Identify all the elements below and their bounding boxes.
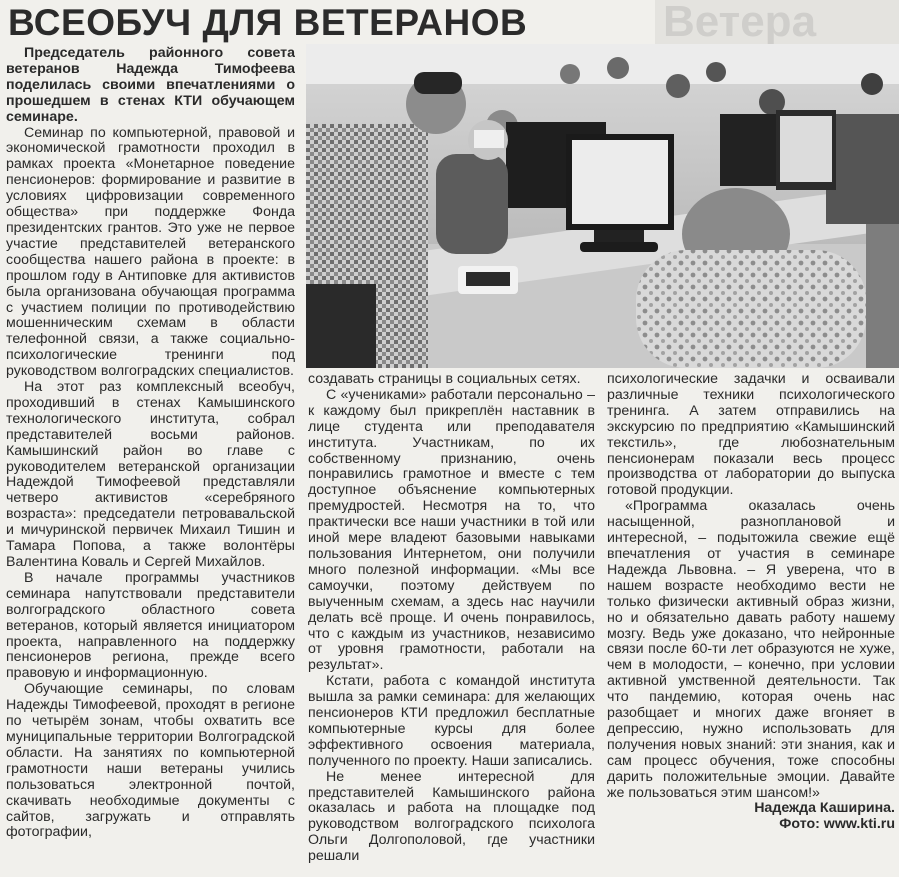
photo-credit: Фото: www.kti.ru — [779, 816, 895, 833]
paragraph-continued: психологические задачки и осваивали различные техники психологического тренинга. А затем отправились на экскурсию по предприятию «Камышинский текстиль», где любознательным пенсионерам показали весь процесс производства от лаборатории до выпуска готовой продукции. — [607, 372, 895, 499]
paragraph: «Программа оказалась очень насыщенной, разноплановой и интересной, – подытожила свежие ещё впечатления от участия в семинаре Надежда Львовна. – Я уверена, что в нашем возрасте необходимо вести не только физически активный образ жизни, но и обязательно давать работу нашему мозгу. Ведь уже доказано, что нейронные связи после 60-ти лет образуются не хуже, чем в молодости, – конечно, при условии активной умственной деятельности. Так что пандемию, которая очень нас разобщает и многих даже вгоняет в депрессию, нужно использовать для получения новых знаний: эти знания, как и сам процесс обучения, тоже способны дарить положительные эмоции. Давайте же пользоваться этим шансом!» — [607, 498, 895, 801]
paragraph: С «учениками» работали персонально – к каждому был прикреплён наставник в лице студента или преподавателя института. Участникам, по их собственному признанию, очень понравились грамотное и вместе с тем доступное объяснение компьютерных премудростей. Несмотря на то, что практически все наши участники в той или иной мере владеют базовыми навыками пользования Интернетом, они получили много полезной информации. «Мы все самоучки, поэтому действуем по выученным схемам, а здесь нас научили делать всё проще. И очень понравилось, что с каждым из участников, независимо от уровня грамотности, работали на результат». — [308, 386, 595, 674]
paragraph: Обучающие семинары, по словам Надежды Тимофеевой, проходят в регионе по четырём зонам, чтобы охватить все муниципальные территории Волгоградской области. На занятиях по компьютерной грамотности наши ветераны учились пользоваться электронной почтой, скачивать необходимые документы с сайтов, загружать и отправлять фотографии, — [6, 681, 295, 841]
article-photo — [306, 44, 899, 368]
author-signature: Надежда Каширина. — [754, 800, 895, 817]
paragraph: В начале программы участников семинара напутствовали представители волгоградского областного совета ветеранов, который является инициатором проекта, направленного на поддержку пенсионеров региона, прежде всего правовую и информационную. — [6, 569, 295, 682]
ghost-text: Ветера — [663, 0, 817, 44]
paragraph: Семинар по компьютерной, правовой и экономической грамотности проходил в рамках проекта «Монетарное поведение пенсионеров: формирование и развитие в условиях цифровизации современного общества» при поддержке Фонда президентских грантов. Это уже не первое участие представителей ветеранского сообщества нашего района в проекте: в прошлом году в Антиповке для активистов была организована обучающая программа с участием полиции по противодействию мошенническим схемам в области телефонной связи, а также социально-психологические тренинги под руководством волгоградских специалистов. — [6, 124, 295, 380]
paragraph-continued: создавать страницы в социальных сетях. — [308, 372, 581, 387]
lead-paragraph: Председатель районного совета ветеранов Надежда Тимофеева поделилась своими впечатлениями о прошедшем в стенах КТИ обучающем семинаре. — [6, 46, 295, 125]
adjacent-article-ghost — [655, 0, 899, 44]
paragraph: Кстати, работа с командой института вышла за рамки семинара: для желающих пенсионеров КТИ предложил бесплатные компьютерные курсы для более эффективного освоения материала, полученного по проекту. Наши записались. — [308, 673, 595, 769]
column-3 — [607, 372, 895, 870]
column-2 — [308, 372, 595, 870]
headline: ВСЕОБУЧ ДЛЯ ВЕТЕРАНОВ — [8, 2, 528, 43]
classroom-photo — [306, 44, 899, 368]
column-1 — [6, 46, 295, 868]
paragraph: На этот раз комплексный всеобуч, проходивший в стенах Камышинского технологического института, собрал представителей восьми районов. Камышинский район во главе с руководителем ветеранской организации Надеждой Тимофеевой представляли четверо активистов «серебряного возраста»: председатели петровавальской и мичуринской первичек Михаил Тишин и Тамара Попова, а также волонтёры Валентина Коваль и Сергей Михайлов. — [6, 379, 295, 570]
paragraph: Не менее интересной для представителей Камышинского района оказалась и работа на площадке под руководством волгоградского психолога Ольги Долгополовой, где участники решали — [308, 768, 595, 865]
